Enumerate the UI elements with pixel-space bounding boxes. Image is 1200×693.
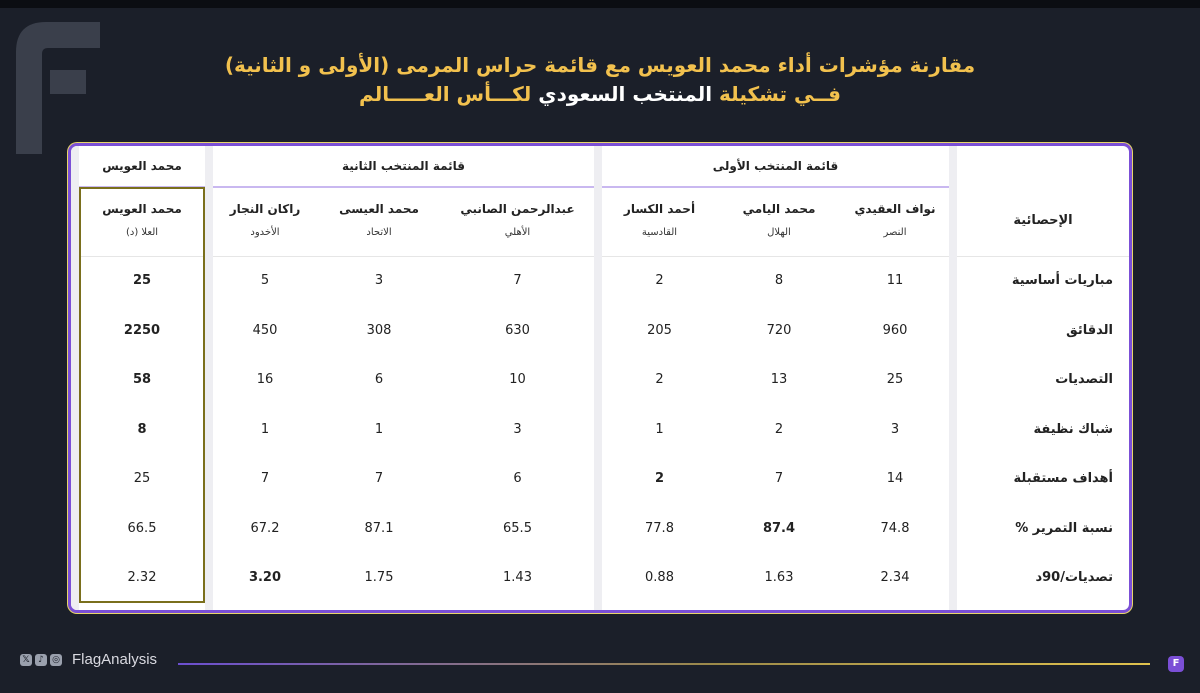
subtitle-part-1: فــي تشكيلة	[712, 82, 841, 106]
table-cell: 11	[886, 273, 904, 288]
globe-icon[interactable]: ◎	[50, 654, 62, 666]
table-cell: 87.4	[762, 520, 796, 536]
table-cell: 6	[513, 471, 522, 486]
row-label: نسبة التمرير %	[1015, 520, 1113, 536]
row-label: شباك نظيفة	[1033, 421, 1113, 437]
table-cell: 8	[137, 421, 147, 437]
player-name: محمد اليامي	[742, 202, 816, 216]
subtitle-part-3: لكـــأس العـــــالم	[359, 82, 539, 106]
table-cell: 67.2	[250, 520, 280, 536]
player-club: العلا (د)	[125, 227, 159, 238]
player-name: محمد العيسى	[339, 202, 419, 216]
tiktok-icon[interactable]: ♪	[35, 654, 47, 666]
player-name: محمد العويس	[102, 202, 182, 216]
group-header-empty	[957, 146, 1129, 186]
column-separator	[71, 146, 79, 610]
brand-name: FlagAnalysis	[72, 651, 158, 668]
player-header	[213, 186, 317, 257]
table-cell: 10	[509, 372, 526, 387]
player-name: راكان النجار	[229, 202, 301, 216]
table-cell: 1.63	[764, 570, 794, 585]
table-cell: 1	[374, 421, 384, 437]
table-cell: 2.32	[127, 570, 157, 585]
table-cell: 450	[252, 322, 278, 338]
player-header	[79, 186, 205, 257]
player-name: عبدالرحمن الصانبي	[460, 202, 575, 216]
table-cell: 6	[374, 372, 384, 387]
player-header	[317, 186, 441, 257]
table-cell: 13	[770, 372, 788, 387]
table-cell: 7	[513, 273, 522, 288]
footer-divider	[178, 663, 1150, 665]
player-name: أحمد الكسار	[623, 202, 696, 216]
table-cell: 630	[505, 322, 530, 338]
row-label: التصديات	[1055, 372, 1113, 387]
table-cell: 25	[133, 471, 151, 486]
table-cell: 720	[766, 322, 792, 338]
table-cell: 58	[132, 372, 152, 387]
table-cell: 3	[374, 273, 384, 288]
table-cell: 66.5	[127, 520, 157, 536]
group-header-second-list: قائمة المنتخب الثانية	[213, 146, 594, 188]
table-cell: 205	[647, 322, 672, 338]
subtitle-highlight: المنتخب السعودي	[538, 82, 713, 106]
player-header	[602, 186, 717, 257]
column-separator	[594, 146, 602, 610]
table-cell: 0.88	[645, 570, 674, 585]
table-cell: 14	[886, 471, 904, 486]
table-cell: 8	[774, 273, 784, 288]
row-label: الدقائق	[1066, 322, 1113, 338]
player-club: النصر	[883, 227, 907, 238]
player-club: القادسية	[641, 227, 678, 238]
table-cell: 3	[513, 421, 522, 437]
table-cell: 3.20	[248, 570, 282, 585]
group-header-first-list: قائمة المنتخب الأولى	[602, 146, 949, 188]
page-subtitle	[0, 82, 1200, 106]
player-club: الهلال	[767, 227, 791, 238]
table-cell: 16	[256, 372, 274, 387]
table-cell: 3	[890, 421, 900, 437]
group-header-alowais: محمد العويس	[79, 146, 205, 188]
player-header	[717, 186, 841, 257]
table-cell: 25	[132, 273, 152, 288]
table-cell: 74.8	[880, 520, 910, 536]
stat-column-header: الإحصائية	[957, 186, 1129, 257]
row-label: تصديات/90د	[1035, 570, 1113, 585]
row-label: مباريات أساسية	[1011, 273, 1113, 288]
table-cell: 1.75	[364, 570, 394, 585]
player-club: الأخدود	[250, 227, 280, 238]
table-cell: 308	[366, 322, 392, 338]
table-cell: 2.34	[880, 570, 910, 585]
row-label: أهداف مستقبلة	[1013, 471, 1113, 486]
player-name: نواف العقيدي	[854, 202, 936, 216]
player-header	[441, 186, 594, 257]
table-cell: 25	[886, 372, 904, 387]
social-icons	[20, 654, 62, 668]
table-cell: 7	[374, 471, 384, 486]
page-title: مقارنة مؤشرات أداء محمد العويس مع قائمة حراس المرمى (الأولى و الثانية)	[224, 53, 976, 77]
x-icon[interactable]: 𝕏	[20, 654, 32, 666]
table-cell: 2250	[123, 322, 161, 338]
player-club: الاتحاد	[366, 227, 392, 238]
column-separator	[949, 146, 957, 610]
table-cell: 2	[655, 372, 664, 387]
table-cell: 7	[260, 471, 270, 486]
table-cell: 87.1	[364, 520, 394, 536]
table-cell: 960	[882, 322, 908, 338]
table-cell: 2	[774, 421, 784, 437]
table-cell: 77.8	[645, 520, 674, 536]
column-separator	[205, 146, 213, 610]
player-header	[841, 186, 949, 257]
table-cell: 2	[654, 471, 665, 486]
table-cell: 1	[655, 421, 664, 437]
table-cell: 65.5	[503, 520, 532, 536]
table-cell: 2	[655, 273, 664, 288]
table-cell: 1	[260, 421, 270, 437]
table-cell: 1.43	[503, 570, 532, 585]
comparison-table	[71, 146, 1129, 610]
table-cell: 7	[774, 471, 784, 486]
table-cell: 5	[260, 273, 270, 288]
player-club: الأهلي	[504, 227, 531, 238]
top-bar	[0, 0, 1200, 8]
brand-badge: F	[1168, 656, 1184, 672]
